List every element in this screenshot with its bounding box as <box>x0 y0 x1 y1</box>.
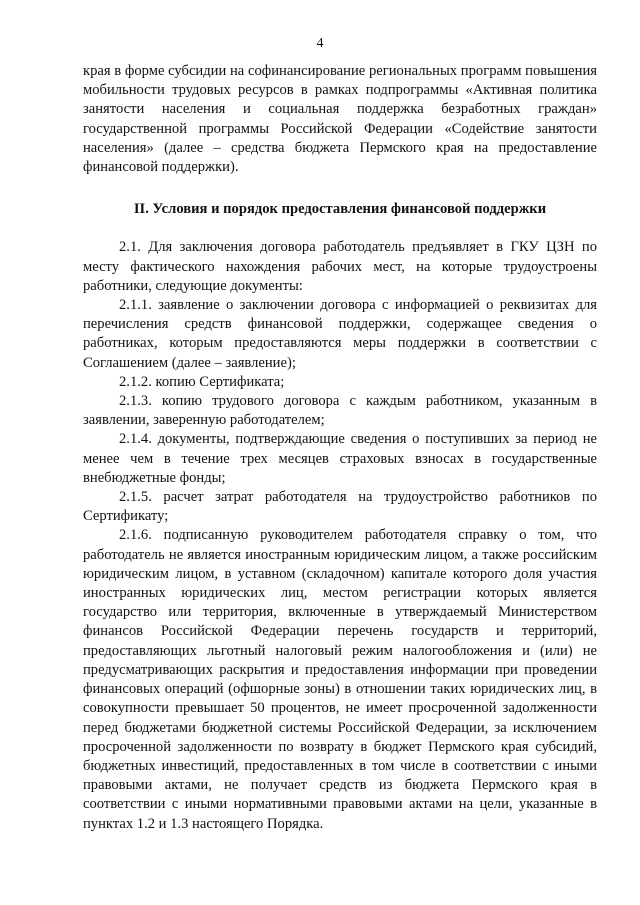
paragraph-2-1-4: 2.1.4. документы, подтверждающие сведения о поступивших за период не менее чем в течение трех месяцев страховых взносах в государственные внебюджетные фонды; <box>83 431 597 486</box>
paragraph-2-1-6: 2.1.6. подписанную руководителем работодателя справку о том, что работодатель не является иностранным юридическим лицом, а также российским юридическим лицом, в уставном (складочном) капитале которого доля участия иностранных юридических лиц, местом регистрации которых является государство или территория, включенные в утверждаемый Министерством финансов Российской Федерации перечень государств и территорий, предоставляющих льготный налоговый режим налогообложения и (или) не предусматривающих раскрытия и предоставления информации при проведении финансовых операций (офшорные зоны) в отношении таких юридических лиц, в совокупности превышает 50 процентов, не имеет просроченной задолженности перед бюджетами бюджетной системы Российской Федерации, за исключением просроченной задолженности по возврату в бюджет Пермского края субсидий, бюджетных инвестиций, предоставленных в том числе в соответствии с иными правовыми актами, не получает средств из бюджета Пермского края в соответствии с иными нормативными правовыми актами на цели, указанные в пунктах 1.2 и 1.3 настоящего Порядка. <box>83 527 597 832</box>
intro-paragraph: края в форме субсидии на софинансирование региональных программ повышения мобильности трудовых ресурсов в рамках подпрограммы «Активная политика занятости населения и социальная поддержка безработных граждан» государственной программы Российской Федерации «Содействие занятости населения» (далее – средства бюджета Пермского края на предоставление финансовой поддержки). <box>83 63 597 176</box>
paragraph-2-1-2: 2.1.2. копию Сертификата; <box>119 373 285 390</box>
section-heading: II. Условия и порядок предоставления финансовой поддержки <box>133 201 547 218</box>
paragraph-2-1: 2.1. Для заключения договора работодатель предъявляет в ГКУ ЦЗН по месту фактического нахождения рабочих мест, на которые трудоустроены работники, следующие документы: <box>83 239 597 294</box>
paragraph-2-1-5: 2.1.5. расчет затрат работодателя на трудоустройство работников по Сертификату; <box>83 489 597 525</box>
paragraph-2-1-3: 2.1.3. копию трудового договора с каждым работником, указанным в заявлении, заверенную работодателем; <box>83 393 597 429</box>
document-body <box>83 62 597 834</box>
page-number: 4 <box>316 36 324 51</box>
paragraph-2-1-1: 2.1.1. заявление о заключении договора с информацией о реквизитах для перечисления средств финансовой поддержки, содержащее сведения о работниках, которым предоставляются меры поддержки в соответствии с Соглашением (далее – заявление); <box>83 297 597 371</box>
